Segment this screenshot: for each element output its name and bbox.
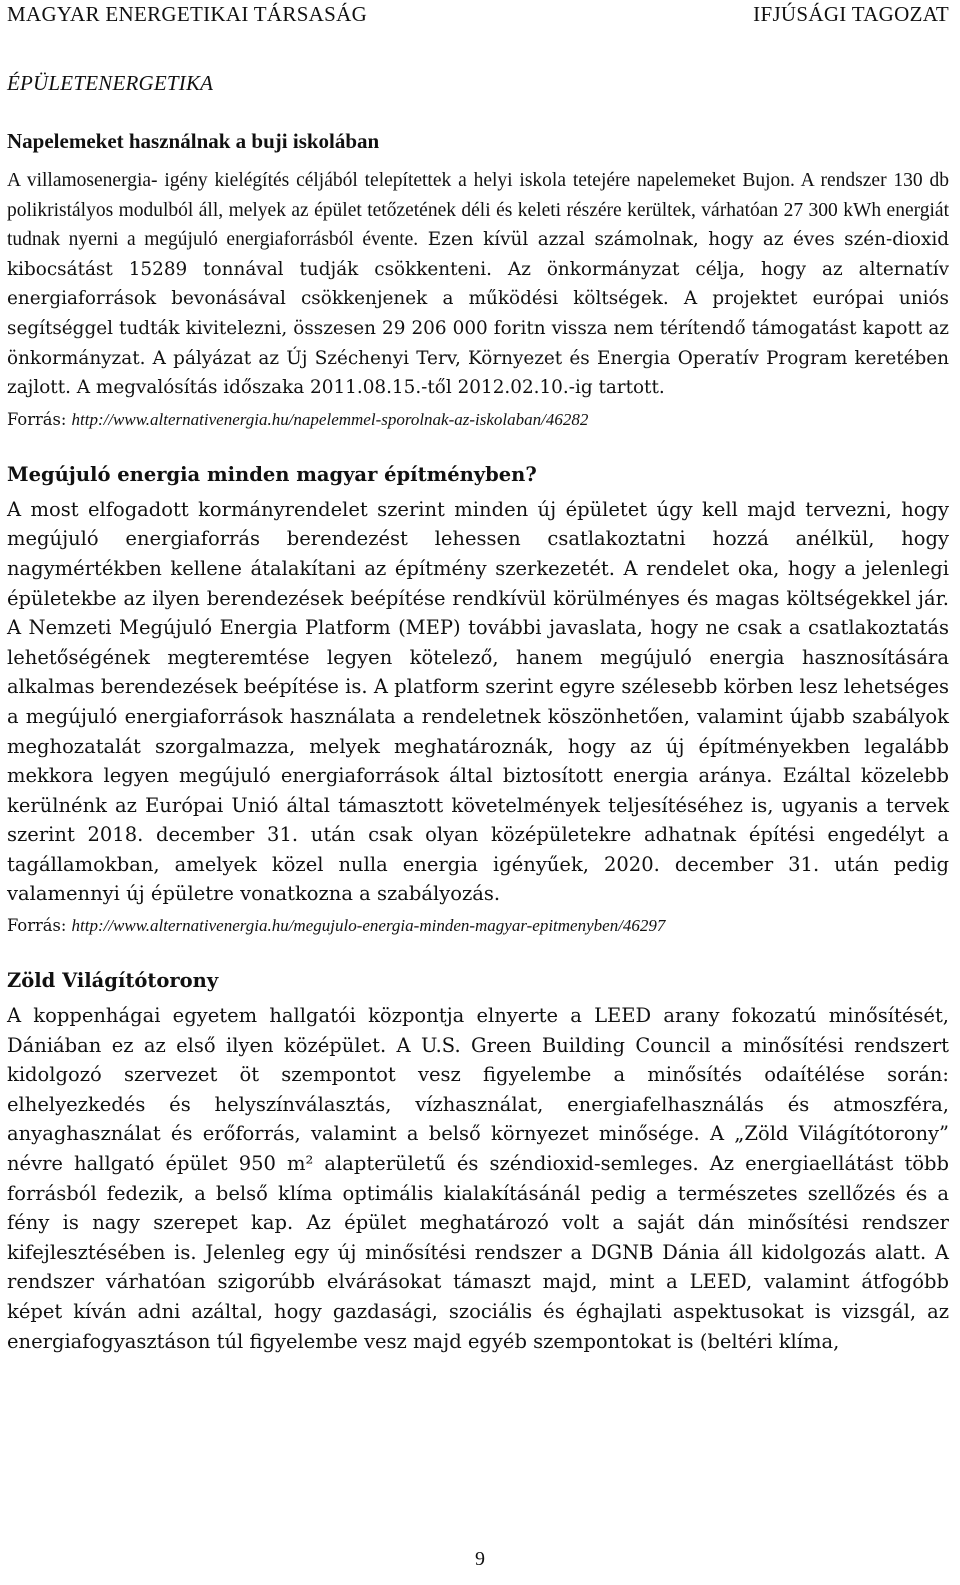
header-organization: MAGYAR ENERGETIKAI TÁRSASÁG (7, 2, 368, 26)
article-1-source-label: Forrás: (7, 409, 72, 429)
header-division: IFJÚSÁGI TAGOZAT (753, 2, 949, 26)
article-2-source-link[interactable]: http://www.alternativenergia.hu/megujulo-energia-minden-magyar-epitmenyben/46297 (71, 916, 666, 936)
article-1-body-part-2: Ezen kívül azzal számolnak, hogy az éves szén-dioxid kibocsátást 15289 tonnával tudják csökkenteni. Az önkormányzat célja, hogy az alternatív energiaforrások bevonásával csökkenjenek a működési költségek. A projektet európai uniós segítséggel tudták kivitelezni, összesen 29 206 000 foritn vissza nem térítendő támogatást kapott az önkormányzat. A pályázat az Új Széchenyi Terv, Környezet és Energia Operatív Program keretében zajlott. A megvalósítás időszaka 2011.08.15.-től 2012.02.10.-ig tartott. (7, 229, 949, 399)
article-2-source (7, 916, 949, 936)
article-1-body (7, 166, 949, 403)
page-number: 9 (475, 1548, 485, 1570)
article-3-body: A koppenhágai egyetem hallgatói központja elnyerte a LEED arany fokozatú minősítését, Dániában ez az első ilyen középület. A U.S. Green Building Council a minősítési rendszert kidolgozó szervezet öt szempontot vesz figyelembe a minősítés odaítélése során: elhelyezkedés és helyszínválasztás, vízhasználat, energiafelhasználás és atmoszféra, anyaghasználat és erőforrás, valamint a belső környezet minősége. A „Zöld Világítótorony” névre hallgató épület 950 m² alapterületű és széndioxid-semleges. Az energiaellátást több forrásból fedezik, a belső klíma optimális kialakításánál pedig a természetes szellőzés és a fény is nagy szerepet kap. Az épület meghatározó volt a saját dán minősítési rendszer kifejlesztésében is. Jelenleg egy új minősítési rendszer a DGNB Dánia áll kidolgozás alatt. A rendszer várhatóan szigorúbb elvárásokat támaszt majd, mint a LEED, valamint átfogóbb képet kíván adni azáltal, hogy gazdasági, szociális és éghajlati aspektusokat is vizsgál, az energiafogyasztáson túl figyelembe vesz majd egyéb szempontokat is (beltéri klíma, (7, 1004, 949, 1353)
article-1-source (7, 410, 949, 430)
section-heading: ÉPÜLETENERGETIKA (7, 71, 214, 95)
article-2-body: A most elfogadott kormányrendelet szerint minden új épületet úgy kell majd tervezni, hogy megújuló energiaforrás berendezést lehessen csatlakoztatni hozzá anélkül, hogy nagymértékben kellene átalakítani az építmény szerkezetét. A rendelet oka, hogy a jelenlegi épületekbe az ilyen berendezések beépítése rendkívül körülményes és magas költségekkel jár. A Nemzeti Megújuló Energia Platform (MEP) további javaslata, hogy ne csak a csatlakoztatás lehetőségének megteremtése legyen kötelező, hanem megújuló energia hasznosítására alkalmas berendezések beépítése is. A platform szerint egyre szélesebb körben lesz lehetséges a megújuló energiaforrások használata a rendeletnek köszönhetően, valamint újabb szabályok meghozatalát szorgalmazza, melyek meghatároznák, hogy az új építményekben legalább mekkora legyen megújuló energiaforrások által biztosított energia aránya. Ezáltal közelebb kerülnénk az Európai Unió által támasztott követelmények teljesítéséhez is, ugyanis a tervek szerint 2018. december 31. után csak olyan középületekre adhatnak építési engedélyt a tagállamokban, amelyek közel nulla energia igényűek, 2020. december 31. után pedig valamennyi új épületre vonatkozna a szabályozás. (7, 497, 949, 906)
article-3-title: Zöld Világítótorony (7, 969, 219, 993)
article-2-source-label: Forrás: (7, 916, 72, 936)
article-1-body-part-1: A villamosenergia- igény kielégítés céljából telepítettek a helyi iskola tetejére napelemeket Bujon. A rendszer 130 db polikristályos modulból áll, melyek az épület tetőzetének déli és keleti részére kerültek, várhatóan 27 300 kWh energiát tudnak nyerni a megújuló energiaforrásból évente. (7, 170, 949, 251)
page-header (7, 0, 949, 27)
article-2-title: Megújuló energia minden magyar építményben? (7, 462, 537, 486)
article-1-title: Napelemeket használnak a buji iskolában (7, 129, 380, 153)
article-1-source-link[interactable]: http://www.alternativenergia.hu/napelemmel-sporolnak-az-iskolaban/46282 (71, 409, 589, 429)
